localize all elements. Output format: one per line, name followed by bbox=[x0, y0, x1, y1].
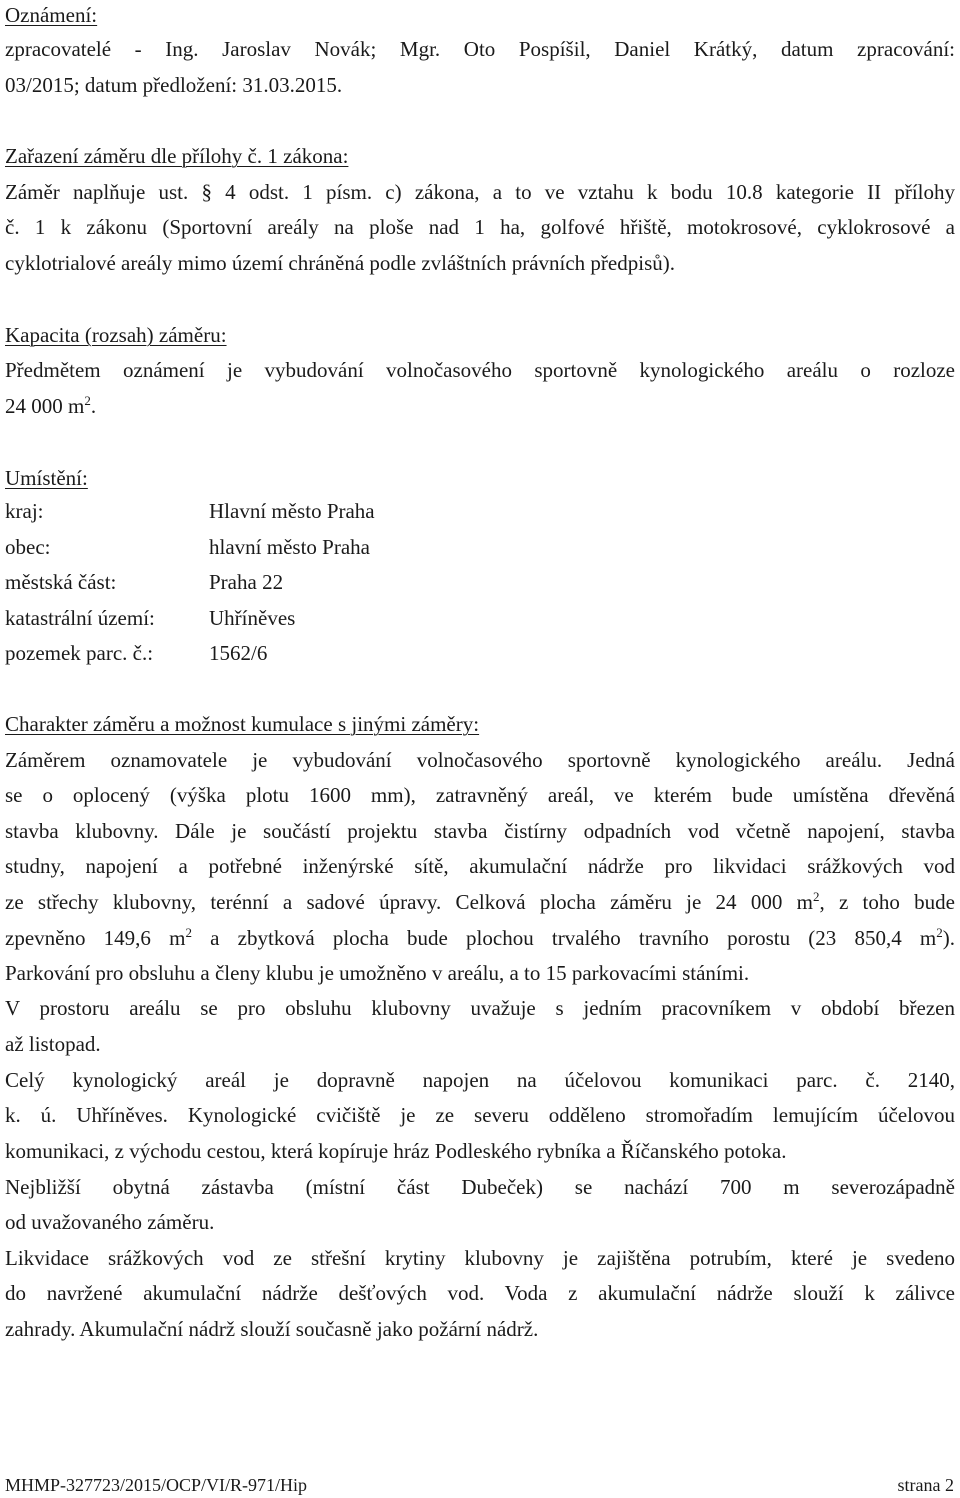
charakter-line-10: Celý kynologický areál je dopravně napojen na účelovou komunikaci parc. č. 2140, bbox=[5, 1068, 955, 1092]
charakter-line-5-superscript: 2 bbox=[812, 889, 820, 904]
oznameni-heading: Oznámení: bbox=[5, 3, 98, 27]
charakter-line-8: V prostoru areálu se pro obsluhu klubovny uvažuje s jedním pracovníkem v období březen bbox=[5, 996, 955, 1020]
charakter-line-3: stavba klubovny. Dále je součástí projektu stavba čistírny odpadních vod včetně napojení, stavba bbox=[5, 819, 955, 843]
charakter-line-6 bbox=[5, 925, 955, 951]
umisteni-label: obec: bbox=[5, 535, 51, 559]
umisteni-value: hlavní město Praha bbox=[209, 535, 370, 559]
umisteni-label: katastrální území: bbox=[5, 606, 155, 630]
kapacita-heading: Kapacita (rozsah) záměru: bbox=[5, 323, 227, 347]
charakter-line-15: Likvidace srážkových vod ze střešní krytiny klubovny je zajištěna potrubím, které je svedeno bbox=[5, 1246, 955, 1270]
umisteni-value: Hlavní město Praha bbox=[209, 499, 375, 523]
charakter-line-6-superscript-2: 2 bbox=[936, 925, 943, 940]
oznameni-line-1: zpracovatelé - Ing. Jaroslav Novák; Mgr. Oto Pospíšil, Daniel Krátký, datum zpracování: bbox=[5, 37, 955, 61]
footer-reference: MHMP-327723/2015/OCP/VI/R-971/Hip bbox=[5, 1475, 308, 1495]
charakter-line-16: do navržené akumulační nádrže dešťových vod. Voda z akumulační nádrže slouží k zálivce bbox=[5, 1281, 955, 1305]
charakter-line-1: Záměrem oznamovatele je vybudování volnočasového sportovně kynologického areálu. Jedná bbox=[5, 748, 955, 772]
zarazeni-line-2: č. 1 k zákonu (Sportovní areály na ploše nad 1 ha, golfové hřiště, motokrosové, cyklokrosové a bbox=[5, 215, 955, 239]
charakter-line-11: k. ú. Uhříněves. Kynologické cvičiště je ze severu odděleno stromořadím lemujícím účelovou bbox=[5, 1103, 955, 1127]
umisteni-label: pozemek parc. č.: bbox=[5, 641, 154, 665]
umisteni-heading: Umístění: bbox=[5, 466, 88, 490]
umisteni-row-obec bbox=[5, 534, 370, 560]
zarazeni-line-3: cyklotrialové areály mimo území chráněná podle zvláštních právních předpisů). bbox=[5, 251, 676, 275]
kapacita-area-period: . bbox=[90, 394, 97, 418]
umisteni-row-mestska-cast bbox=[5, 569, 283, 595]
charakter-line-5-end: , z toho bude bbox=[819, 890, 955, 914]
umisteni-row-katastralni-uzemi bbox=[5, 605, 295, 631]
charakter-line-6-superscript-1: 2 bbox=[185, 925, 192, 940]
kapacita-line-2 bbox=[5, 393, 96, 419]
charakter-line-5-text: ze střechy klubovny, terénní a sadové úpravy. Celková plocha záměru je 24 000 m bbox=[5, 890, 813, 914]
kapacita-area-value: 24 000 m bbox=[5, 394, 85, 418]
charakter-line-12: komunikaci, z východu cestou, která kopíruje hráz Podleského rybníka a Říčanského potoka. bbox=[5, 1139, 787, 1163]
charakter-line-6-text-b: a zbytková plocha bude plochou trvalého travního porostu (23 850,4 m bbox=[191, 926, 937, 950]
oznameni-line-2: 03/2015; datum předložení: 31.03.2015. bbox=[5, 73, 343, 97]
kapacita-area-superscript: 2 bbox=[84, 393, 91, 408]
umisteni-row-kraj bbox=[5, 498, 375, 524]
charakter-line-17: zahrady. Akumulační nádrž slouží současně jako požární nádrž. bbox=[5, 1317, 539, 1341]
charakter-line-5 bbox=[5, 889, 955, 915]
umisteni-value: Uhříněves bbox=[209, 606, 296, 630]
charakter-line-9: až listopad. bbox=[5, 1032, 101, 1056]
charakter-line-6-text-a: zpevněno 149,6 m bbox=[5, 926, 186, 950]
charakter-line-2: se o oplocený (výška plotu 1600 mm), zatravněný areál, ve kterém bude umístěna dřevěná bbox=[5, 783, 955, 807]
umisteni-value: Praha 22 bbox=[209, 570, 284, 594]
zarazeni-line-1: Záměr naplňuje ust. § 4 odst. 1 písm. c) zákona, a to ve vztahu k bodu 10.8 kategorie II přílohy bbox=[5, 180, 955, 204]
umisteni-label: městská část: bbox=[5, 570, 117, 594]
charakter-line-13: Nejbližší obytná zástavba (místní část Dubeček) se nachází 700 m severozápadně bbox=[5, 1175, 955, 1199]
charakter-heading: Charakter záměru a možnost kumulace s jinými záměry: bbox=[5, 712, 480, 736]
umisteni-label: kraj: bbox=[5, 499, 44, 523]
zarazeni-heading: Zařazení záměru dle přílohy č. 1 zákona: bbox=[5, 144, 349, 168]
charakter-line-4: studny, napojení a potřebné inženýrské sítě, akumulační nádrže pro likvidaci srážkových vod bbox=[5, 854, 955, 878]
umisteni-value: 1562/6 bbox=[209, 641, 268, 665]
kapacita-line-1: Předmětem oznámení je vybudování volnočasového sportovně kynologického areálu o rozloze bbox=[5, 358, 955, 382]
charakter-line-6-end: ). bbox=[942, 926, 955, 950]
footer-page-number: strana 2 bbox=[897, 1475, 954, 1495]
umisteni-row-pozemek bbox=[5, 640, 267, 666]
charakter-line-7: Parkování pro obsluhu a členy klubu je umožněno v areálu, a to 15 parkovacími stáními. bbox=[5, 961, 750, 985]
charakter-line-14: od uvažovaného záměru. bbox=[5, 1210, 215, 1234]
